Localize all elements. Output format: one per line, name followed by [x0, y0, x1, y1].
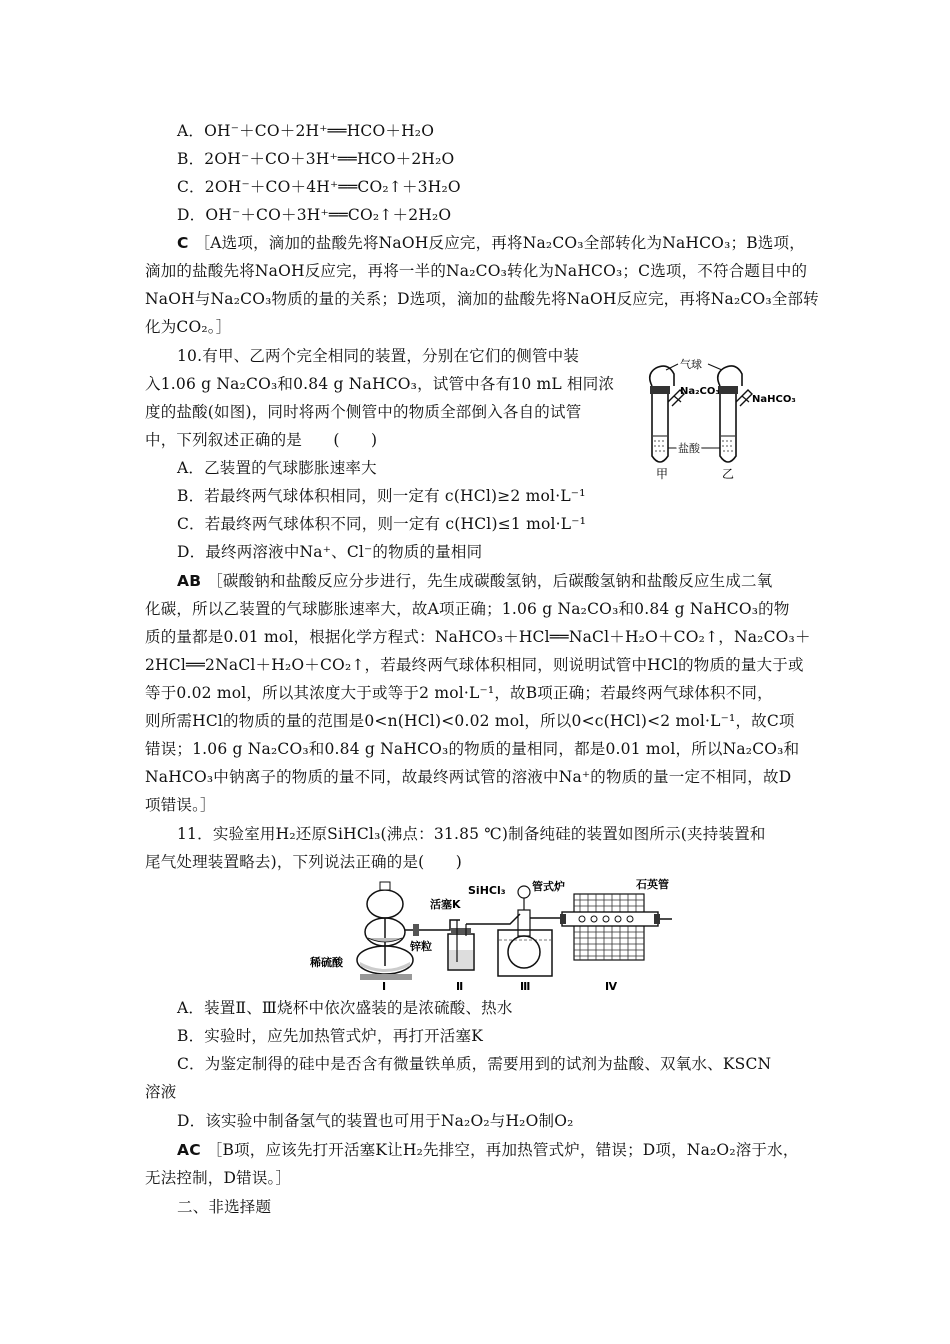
q9-answer-line-4: 化为CO₂。］	[145, 318, 232, 336]
q11-explanation-text: ［B项，应该先打开活塞K让H₂先排空，再加热管式炉，错误；D项，Na₂O₂溶于水，	[206, 1141, 799, 1159]
q11-option-a: A．装置Ⅱ、Ⅲ烧杯中依次盛装的是浓硫酸、热水	[177, 999, 513, 1017]
q10-answer-line-7: 错误；1.06 g Na₂CO₃和0.84 g NaHCO₃的物质的量相同，都是0.01 mol，所以Na₂CO₃和	[145, 740, 800, 758]
flask-in-beaker	[498, 886, 564, 976]
q10-option-a: A．乙装置的气球膨胀速率大	[177, 459, 377, 477]
na2co3-label: Na₂CO₃	[680, 386, 720, 397]
q11-option-d: D．该实验中制备氢气的装置也可用于Na₂O₂与H₂O制O₂	[177, 1112, 574, 1130]
valve-label: 活塞K	[430, 898, 461, 911]
q10-option-c: C．若最终两气球体积不同，则一定有 c(HCl)≤1 mol·L⁻¹	[177, 515, 587, 533]
roman-3: Ⅲ	[520, 980, 531, 992]
q10-stem-line-4: 中，下列叙述正确的是 ( )	[145, 431, 378, 449]
q9-option-a: A．OH⁻＋CO＋2H⁺══HCO＋H₂O	[177, 122, 435, 140]
kipp-generator	[357, 882, 420, 980]
acid-label: 稀硫酸	[310, 956, 343, 969]
q10-answer-line-3: 质的量都是0.01 mol，根据化学方程式：NaHCO₃＋HCl══NaCl＋H₂O＋CO₂↑，Na₂CO₃＋	[145, 628, 811, 646]
wash-bottle	[448, 920, 474, 970]
q10-answer-line-8: NaHCO₃中钠离子的物质的量不同，故最终两试管的溶液中Na⁺的物质的量一定不相同，故D	[145, 768, 792, 786]
q10-answer-line-4: 2HCl══2NaCl＋H₂O＋CO₂↑，若最终两气球体积相同，则说明试管中HCl的物质的量大于或	[145, 656, 804, 674]
q10-option-b: B．若最终两气球体积相同，则一定有 c(HCl)≥2 mol·L⁻¹	[177, 487, 586, 505]
q9-explanation-text: ［A选项，滴加的盐酸先将NaOH反应完，再将Na₂CO₃全部转化为NaHCO₃；B选项，	[194, 234, 805, 252]
balloon-label: 气球	[680, 358, 702, 371]
q9-answer-line-3: NaOH与Na₂CO₃物质的量的关系；D选项，滴加的盐酸先将NaOH反应完，再将Na₂CO₃全部转	[145, 290, 819, 308]
tube-furnace	[560, 894, 672, 960]
jia-label: 甲	[656, 467, 669, 481]
q11-stem-line-1: 11．实验室用H₂还原SiHCl₃(沸点：31.85 ℃)制备纯硅的装置如图所示(夹持装置和	[177, 825, 766, 843]
q10-stem-line-2: 入1.06 g Na₂CO₃和0.84 g NaHCO₃，试管中各有10 mL 相同浓	[145, 375, 615, 393]
q11-option-c: C．为鉴定制得的硅中是否含有微量铁单质，需要用到的试剂为盐酸、双氧水、KSCN	[177, 1055, 772, 1073]
roman-2: Ⅱ	[456, 980, 464, 992]
q9-option-b: B．2OH⁻＋CO＋3H⁺══HCO＋2H₂O	[177, 150, 455, 168]
q11-option-b: B．实验时，应先加热管式炉，再打开活塞K	[177, 1027, 483, 1045]
quartz-label: 石英管	[636, 878, 669, 891]
q11-answer-line-2: 无法控制，D错误。］	[145, 1169, 292, 1187]
q10-apparatus-figure	[632, 356, 812, 484]
q10-stem-line-3: 度的盐酸(如图)，同时将两个侧管中的物质全部倒入各自的试管	[145, 403, 582, 421]
q10-answer-line-1	[177, 570, 772, 592]
sihcl3-label: SiHCl₃	[468, 884, 506, 897]
q10-answer-line-6: 则所需HCl的物质的量的范围是0<n(HCl)<0.02 mol，所以0<c(HCl)<2 mol·L⁻¹，故C项	[145, 712, 795, 730]
q9-option-d: D．OH⁻＋CO＋3H⁺══CO₂↑＋2H₂O	[177, 206, 452, 224]
q9-option-c: C．2OH⁻＋CO＋4H⁺══CO₂↑＋3H₂O	[177, 178, 461, 196]
acid-label: 盐酸	[678, 442, 700, 455]
q10-answer-letter: AB	[177, 572, 202, 590]
q10-option-d: D．最终两溶液中Na⁺、Cl⁻的物质的量相同	[177, 543, 483, 561]
yi-label: 乙	[722, 467, 735, 481]
q10-answer-line-5: 等于0.02 mol，所以其浓度大于或等于2 mol·L⁻¹，故B项正确；若最终两气球体积不同，	[145, 684, 773, 702]
nahco3-label: NaHCO₃	[752, 394, 796, 405]
q10-stem-line-1: 10.有甲、乙两个完全相同的装置，分别在它们的侧管中装	[177, 347, 580, 365]
q10-explanation-text: ［碳酸钠和盐酸反应分步进行，先生成碳酸氢钠，后碳酸氢钠和盐酸反应生成二氧	[207, 572, 773, 590]
q11-answer-letter: AC	[177, 1141, 201, 1159]
q11-answer-line-1	[177, 1139, 799, 1161]
furnace-label: 管式炉	[532, 880, 565, 893]
zinc-label: 锌粒	[410, 940, 432, 953]
q10-answer-line-9: 项错误。］	[145, 796, 216, 814]
q9-answer-line-1	[177, 232, 805, 254]
q9-answer-line-2: 滴加的盐酸先将NaOH反应完，再将一半的Na₂CO₃转化为NaHCO₃；C选项，不符合题目中的	[145, 262, 808, 280]
section-heading: 二、非选择题	[177, 1198, 272, 1216]
q9-answer-letter: C	[177, 234, 189, 252]
q11-option-c-cont: 溶液	[145, 1083, 177, 1101]
q11-stem-line-2: 尾气处理装置略去)，下列说法正确的是( )	[145, 853, 463, 871]
tube-yi	[718, 366, 752, 462]
q10-answer-line-2: 化碳，所以乙装置的气球膨胀速率大，故A项正确；1.06 g Na₂CO₃和0.84 g NaHCO₃的物	[145, 600, 790, 618]
q11-apparatus-figure	[310, 874, 685, 992]
roman-4: Ⅳ	[605, 980, 618, 992]
roman-1: Ⅰ	[382, 980, 387, 992]
